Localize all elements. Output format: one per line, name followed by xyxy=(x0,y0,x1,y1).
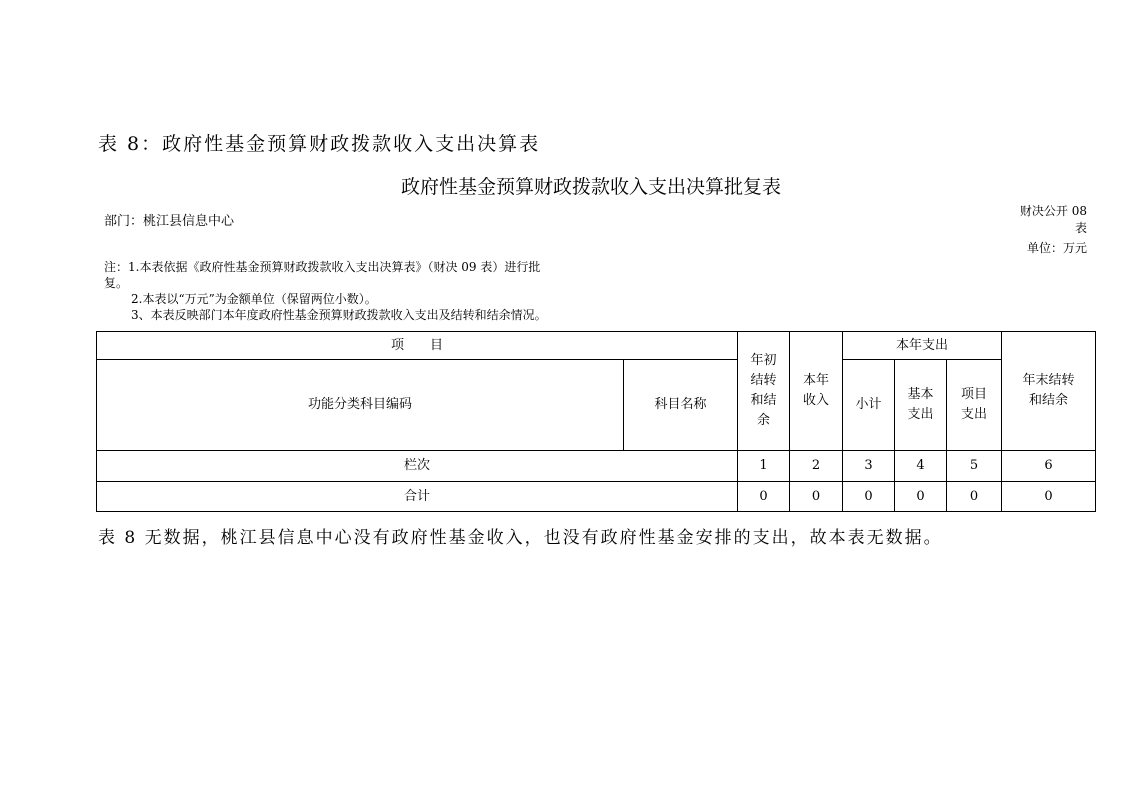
footer-note: 表 8 无数据，桃江县信息中心没有政府性基金收入，也没有政府性基金安排的支出，故本表无数据。 xyxy=(98,528,943,548)
header-item: 项 目 xyxy=(97,332,738,360)
index-cell: 2 xyxy=(790,451,843,482)
form-code-line2: 表 xyxy=(1074,221,1087,235)
note-line-2: 复。 xyxy=(104,276,129,290)
index-cell: 6 xyxy=(1002,451,1096,482)
index-label: 栏次 xyxy=(97,451,738,482)
total-cell: 0 xyxy=(790,482,843,512)
total-cell: 0 xyxy=(843,482,895,512)
unit-label: 单位：万元 xyxy=(1026,241,1087,255)
notes xyxy=(104,259,547,323)
form-code-line1: 财决公开 08 xyxy=(1019,204,1087,218)
total-cell: 0 xyxy=(895,482,947,512)
header-year-income: 本年 收入 xyxy=(790,332,843,451)
index-cell: 5 xyxy=(947,451,1002,482)
index-cell: 1 xyxy=(738,451,790,482)
header-end-balance: 年末结转 和结余 xyxy=(1002,332,1096,451)
note-line-1: 注：1.本表依据《政府性基金预算财政拨款收入支出决算表》（财决 09 表）进行批 xyxy=(104,260,541,274)
total-cell: 0 xyxy=(1002,482,1096,512)
total-label: 合计 xyxy=(97,482,738,512)
header-function-code: 功能分类科目编码 xyxy=(97,360,624,451)
table-row xyxy=(97,451,1096,482)
note-line-3: 2.本表以“万元”为金额单位（保留两位小数）。 xyxy=(131,292,377,306)
total-cell: 0 xyxy=(738,482,790,512)
header-begin-balance: 年初 结转 和结 余 xyxy=(738,332,790,451)
table-row xyxy=(97,482,1096,512)
section-heading: 表 8：政府性基金预算财政拨款收入支出决算表 xyxy=(98,133,541,155)
header-subject-name: 科目名称 xyxy=(624,360,738,451)
header-basic-expense: 基本 支出 xyxy=(895,360,947,451)
index-cell: 3 xyxy=(843,451,895,482)
index-cell: 4 xyxy=(895,451,947,482)
page-title: 政府性基金预算财政拨款收入支出决算批复表 xyxy=(400,176,781,198)
total-cell: 0 xyxy=(947,482,1002,512)
form-code xyxy=(1020,203,1087,237)
header-year-expense: 本年支出 xyxy=(843,332,1002,360)
fund-table xyxy=(96,331,1096,512)
note-line-4: 3、本表反映部门本年度政府性基金预算财政拨款收入支出及结转和结余情况。 xyxy=(131,308,547,322)
header-project-expense: 项目 支出 xyxy=(947,360,1002,451)
header-subtotal: 小计 xyxy=(843,360,895,451)
department-label: 部门：桃江县信息中心 xyxy=(104,214,235,229)
